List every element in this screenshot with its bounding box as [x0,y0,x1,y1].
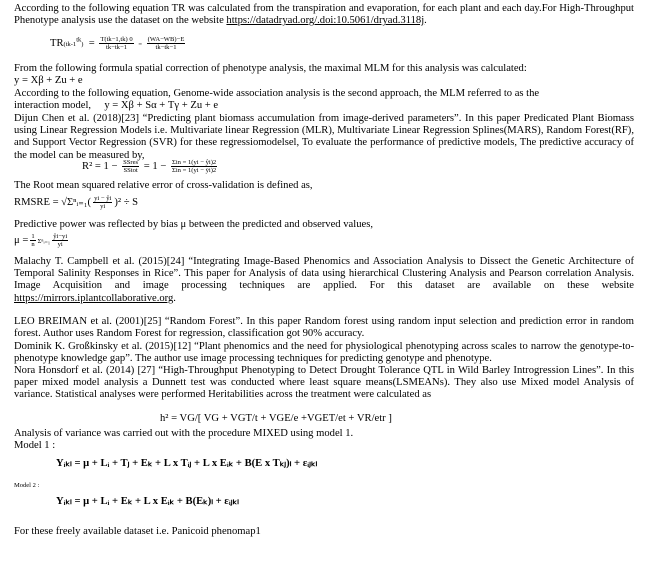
eq-rhs: )² ÷ S [114,196,139,208]
interaction-label: interaction model, [14,100,92,112]
paragraph-text: From the following formula spatial correction of phenotype analysis, the maximal MLM for this analysis was calculated: [14,63,527,74]
equation-r2 [82,159,219,174]
eq-lhs: μ = [14,234,29,246]
paragraph-text: Analysis of variance was carried out with the procedure MIXED using model 1. [14,428,354,439]
paragraph-text: According to the following equation TR was calculated from the transpiration and evaporation, for each plant and each day.For High-Throughput Phenotype analysis use the dataset on the website [14,3,634,27]
eq-equals-2: = [138,40,142,48]
paragraph-text: Nora Honsdorf et al. (2014) [27] “High-Throughput Phenotyping to Detect Drought Tolerance QTL in Wild Barley Introgression Lines”. In this paper mixed model analysis a Dunnett test was conducted where least square means(LSMEANs). They also use Mixed model Analysis of variance. Statistical analyses were performed Heritabilities across the treatment were calculated as [14,365,634,401]
paragraph-panicoid [14,526,634,538]
paragraph-end: . [173,292,176,304]
paragraph-chen [14,113,634,162]
paragraph-tr-intro [14,3,634,27]
fraction: $\frac{\text{SSres}}{\text{SStot}}$ [123,159,139,174]
equation-tr [50,36,187,51]
fraction: $\frac{1}{n}$ [31,233,35,248]
paragraph-text: Dominik K. Großkinsky et al. (2015)[12] “Plant phenomics and the need for physiological phenotyping across scales to narrow the genotype-to-phenotype knowledge gap”. The author use image processing techniques for predicting genotype and phenotype. [14,341,634,365]
eq-sup: tk [76,36,82,44]
equation-model-1 [56,458,317,470]
fraction: $\frac{yi - ŷi}{yi}$ [94,195,112,210]
eq-text: Yᵢₖₗ = μ + Lᵢ + Eₖ + L x Eᵢₖ + B(Eₖ)ₗ + εᵢⱼₖₗ [56,496,239,507]
paragraph-spatial [14,63,634,87]
paragraph-text: Dijun Chen et al. (2018)[23] “Predicting plant biomass accumulation from image-derived parameters”. In this paper Predicated Plant Biomass using Linear Regression Models i.e. Multivariate linear Regression (MLR), Multivariate Linear Regression Splines(MARS), Random Forest(RF), and Support Vector Regression (SVR) for these regressiomodelsel, To evaluate the performance of predictive models, The predictive accuracy of the model can be measured by, [14,113,634,161]
equation-rmsre [14,195,138,210]
eq-lhs: RMSRE = √Σⁿᵢ₌₁( [14,196,92,208]
dataset-link[interactable]: https://datadryad.org/.doi:10.5061/dryad.3118j [226,15,425,27]
equation-mlm: y = Xβ + Zu + e [14,75,83,87]
eq-lhs: R² = 1 − [82,160,118,172]
paragraph-honsdorf [14,365,634,402]
fraction-2: $\frac{ŷi-yi}{yi}$ [53,233,68,248]
eq-sum: Σⁿᵢ₌₁ [37,237,51,245]
eq-equals: = 1 − [143,160,167,172]
eq-sub: (tk-1 [63,40,77,48]
paragraph-breiman [14,316,634,340]
paragraph-text: According to the following equation, Genome-wide association analysis is the second approach, the MLM referred to as the [14,88,540,99]
paragraph-text: For these freely available dataset i.e. Panicoid phenomap1 [14,526,261,537]
eq-text: Yᵢₖₗ = μ + Lᵢ + Tⱼ + Eₖ + L x Tᵢⱼ + L x Eᵢₖ + B(E x Tₖⱼ)ₗ + εᵢⱼₖₗ [56,458,318,469]
paragraph-anova [14,428,634,452]
paragraph-gwas [14,88,634,112]
eq-text: h² = VG/[ VG + VGT/t + VGE/e +VGET/et + VR/etr ] [160,413,392,424]
equation-model-2 [56,496,239,508]
mirrors-link[interactable]: https://mirrors.iplantcollaborative.org [14,292,174,304]
equation-interaction: y = Xβ + Sα + Tγ + Zu + e [104,100,219,112]
paragraph-text: The Root mean squared relative error of cross-validation is defined as, [14,180,313,191]
eq-sub-close: ) [81,40,84,48]
paragraph-text: Predictive power was reflected by bias μ between the predicted and observed values, [14,219,373,230]
equation-mu [14,233,70,248]
paragraph-end: . [424,15,427,27]
paragraph-campbell [14,256,634,305]
eq-lhs: TR [50,37,64,49]
paragraph-text: Malachy T. Campbell et al. (2015)[24] “Integrating Image-Based Phenomics and Association Analysis to Dissect the Genetic Architecture of Temporal Salinity Responses in Rice”. This paper for Analysis of data using hierarchical Clustering Analysis and Pearson correlation Analysis. Image Acquisition and image processing techniques are applied. For this dataset are available on these website [14,256,634,292]
eq-equals: = [88,37,95,49]
paragraph-bias [14,219,634,231]
paragraph-rmsre [14,180,634,192]
paragraph-grosskinsky [14,341,634,365]
model-2-label [14,480,39,492]
fraction: $\frac{T(tk-1,tk) 0}{tk-tk-1}$ [100,36,133,51]
label-text: Model 2 : [14,482,40,489]
fraction-2: $\frac{(WA-WB)-E}{tk-tk-1}$ [147,36,185,51]
equation-heritability [160,413,392,425]
model-1-label: Model 1 : [14,440,56,452]
paragraph-text: LEO BREIMAN et al. (2001)[25] “Random Forest”. In this paper Random forest using random input selection and prediction error in random forest. Author uses Random Forest for regression, classification got 90% accuracy. [14,316,634,340]
fraction-2: $\frac{\text{Σin = 1(yi − ŷi)2}}{\text{Σin = 1(yi − ȳi)2}}$ [171,159,217,174]
